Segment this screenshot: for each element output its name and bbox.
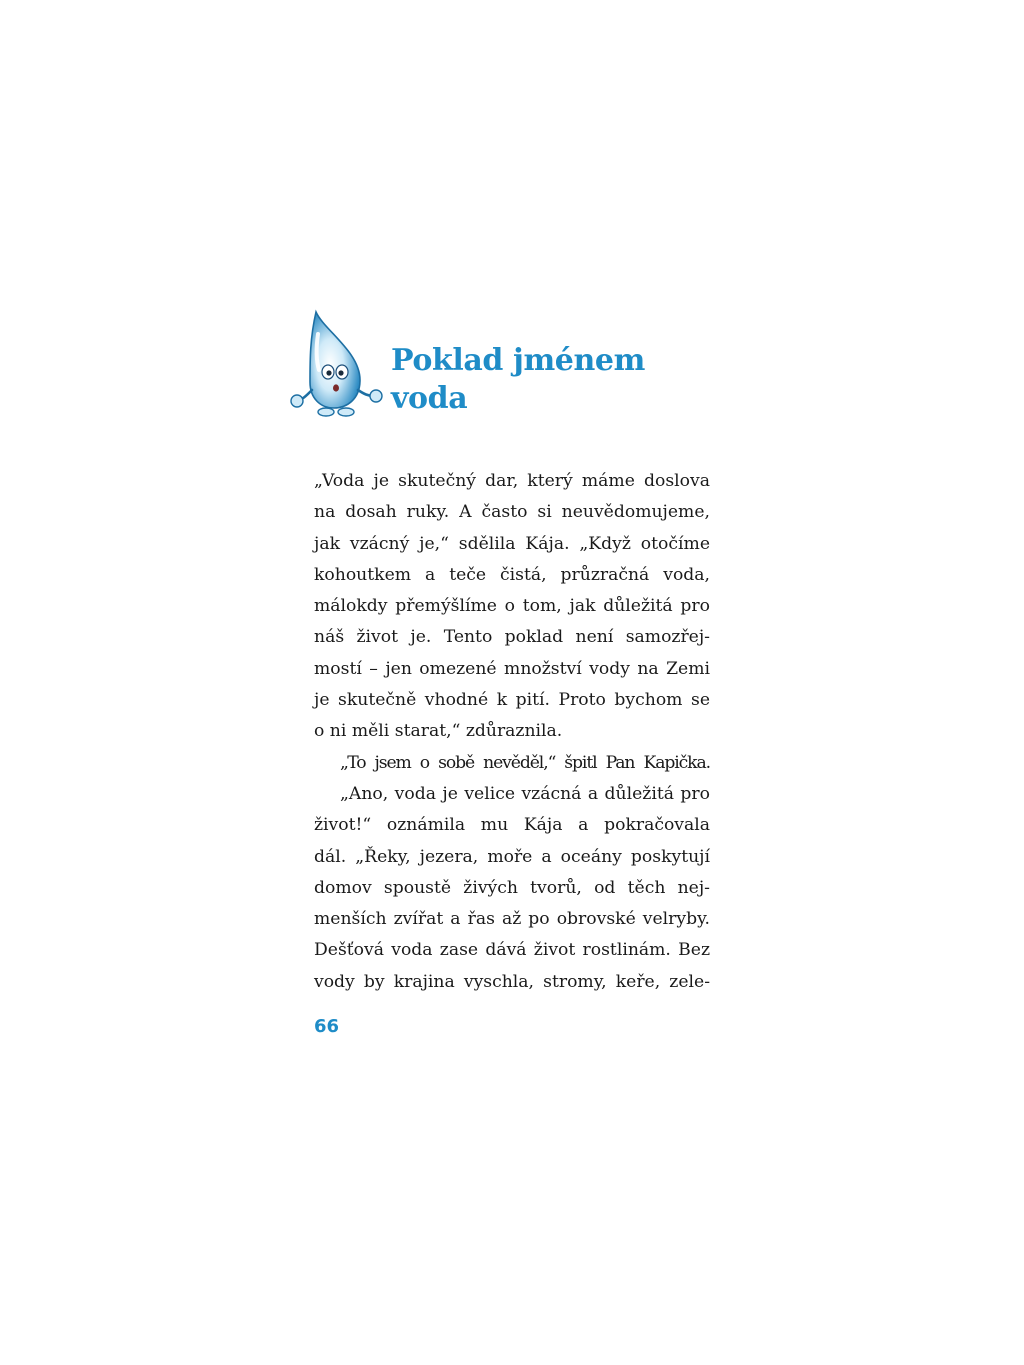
text-line: o ni měli starat,“ zdůraznila. [314, 721, 563, 742]
text-line: „Voda je skutečný dar, který máme doslova [314, 471, 710, 491]
water-drop-mascot-icon [288, 308, 386, 420]
text-line: Dešťová voda zase dává život rostlinám. Bez [314, 940, 710, 961]
chapter-title-line: voda [391, 381, 468, 416]
body-text [314, 466, 710, 998]
text-line: kohoutkem a teče čistá, průzračná voda, [314, 564, 710, 585]
text-line: málokdy přemýšlíme o tom, jak důležitá pro [314, 596, 710, 617]
text-line: život!“ oznámila mu Kája a pokračovala [314, 815, 710, 836]
text-line: „To jsem o sobě nevěděl,“ špitl Pan Kapička. [340, 752, 710, 773]
text-line: na dosah ruky. A často si neuvědomujeme, [314, 502, 710, 523]
chapter-title [391, 342, 731, 418]
text-line: domov spoustě živých tvorů, od těch nej- [314, 877, 710, 898]
text-line: je skutečně vhodné k pití. Proto bychom se [314, 690, 710, 711]
text-line: jak vzácný je,“ sdělila Kája. „Když otočíme [314, 533, 710, 554]
text-line: menších zvířat a řas až po obrovské velryby. [314, 909, 710, 930]
text-line: „Ano, voda je velice vzácná a důležitá pro [340, 783, 710, 804]
chapter-title-line: Poklad jménem [391, 343, 645, 378]
text-line: náš život je. Tento poklad není samozřej- [314, 627, 710, 648]
text-line: dál. „Řeky, jezera, moře a oceány poskytují [314, 846, 710, 867]
text-line: vody by krajina vyschla, stromy, keře, zele- [314, 971, 710, 992]
text-line: mostí – jen omezené množství vody na Zemi [314, 658, 710, 679]
page-number: 66 [314, 1016, 340, 1037]
